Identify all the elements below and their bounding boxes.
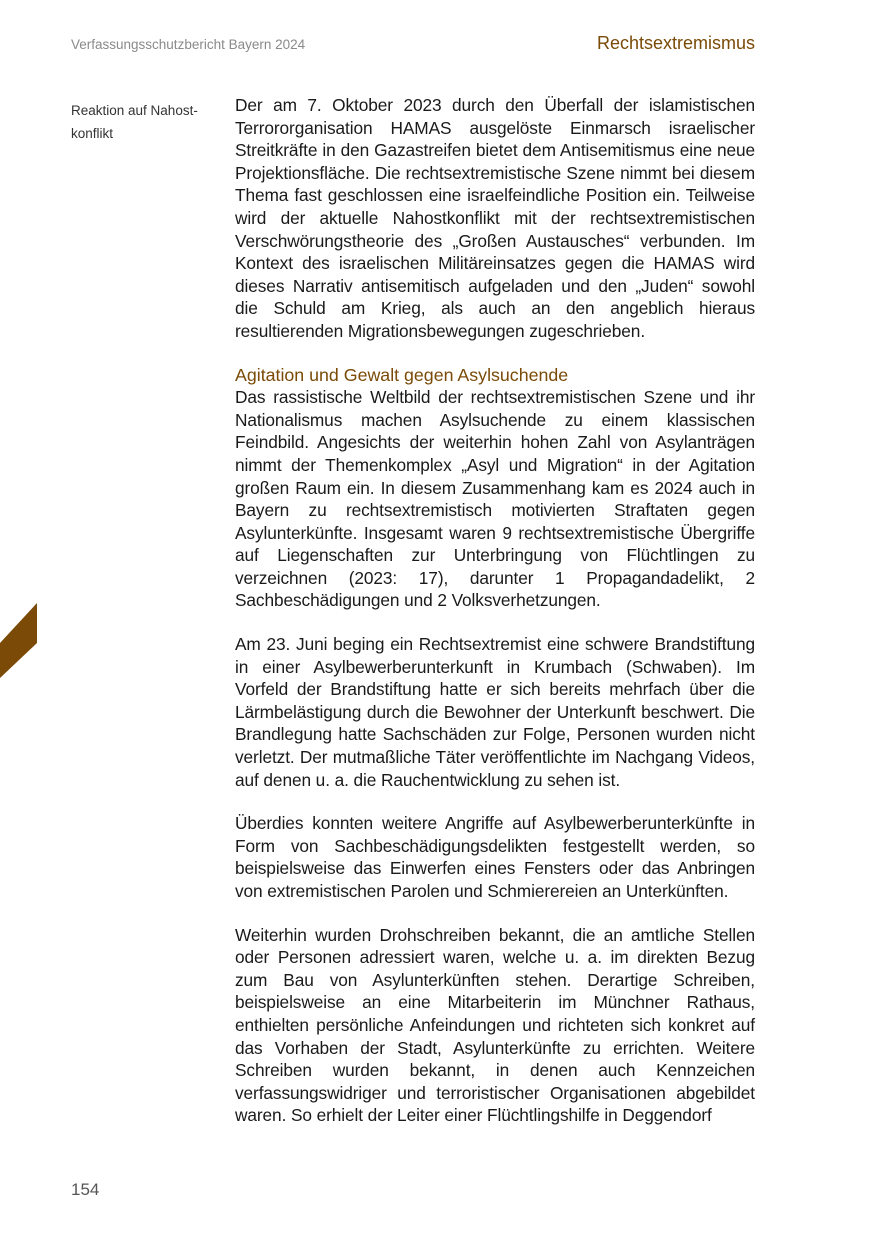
paragraph-nahost: Der am 7. Oktober 2023 durch den Überfall der islamistischen Terrororganisation HAMAS ausgelöste Einmarsch israelischer Streitkräfte in den Gazastreifen bietet dem Antisemitismus eine neue Projektionsfläche. Die rechtsextremistische Szene nimmt bei diesem Thema fast geschlossen eine israelfeindliche Position ein. Teilweise wird der aktuelle Nahostkonflikt mit der rechtsextremistischen Verschwörungstheorie des „Großen Austausches“ verbunden. Im Kontext des israelischen Militäreinsatzes gegen die HAMAS wird dieses Narrativ antisemitisch aufgeladen und den „Juden“ sowohl die Schuld am Krieg, als auch an den angeblich hieraus resultierenden Migrationsbewegungen zugeschrieben.: [235, 95, 755, 341]
paragraph-sachbeschaedigung: Überdies konnten weitere Angriffe auf Asylbewerberunterkünfte in Form von Sachbeschädigungsdelikten festgestellt werden, so beispielsweise das Einwerfen eines Fensters oder das Anbringen von extremistischen Parolen und Schmierereien an Unterkünften.: [235, 813, 755, 901]
margin-note: Reaktion auf Nahostkonflikt: [71, 103, 198, 141]
paragraph-asyl-intro: Das rassistische Weltbild der rechtsextremistischen Szene und ihr Nationalismus machen Asylsuchende zu einem klassischen Feindbild. Angesichts der weiterhin hohen Zahl von Asylanträgen nimmt der Themenkomplex „Asyl und Migration“ in der Agitation großen Raum ein. In diesem Zusammenhang kam es 2024 auch in Bayern zu rechtsextremistisch motivierten Straftaten gegen Asylunterkünfte. Insgesamt waren 9 rechtsextremistische Übergriffe auf Liegenschaften zur Unterbringung von Flüchtlingen zu verzeichnen (2023: 17), darunter 1 Propagandadelikt, 2 Sachbeschädigungen und 2 Volksverhetzungen.: [235, 387, 755, 611]
paragraph-drohschreiben: Weiterhin wurden Drohschreiben bekannt, die an amtliche Stellen oder Personen adressiert waren, welche u. a. im direkten Bezug zum Bau von Asylunterkünften stehen. Derartige Schreiben, beispielsweise an eine Mitarbeiterin im Münchner Rathaus, enthielten persönliche Anfeindungen und richteten sich konkret auf das Vorhaben der Stadt, Asylunterkünfte zu errichten. Weitere Schreiben wurden bekannt, in denen auch Kennzeichen verfassungswidriger und terroristischer Organisationen abgebildet waren. So erhielt der Leiter einer Flüchtlingshilfe in Deggendorf: [235, 924, 755, 1126]
chapter-edge-tab: [0, 603, 37, 678]
paragraph-krumbach: Am 23. Juni beging ein Rechtsextremist eine schwere Brandstiftung in einer Asylbewerberunterkunft in Krumbach (Schwaben). Im Vorfeld der Brandstiftung hatte er sich bereits mehrfach über die Lärmbelästigung durch die Bewohner der Unterkunft beschwert. Die Brandlegung hatte Sachschäden zur Folge, Personen wurden nicht verletzt. Der mutmaßliche Täter veröffentlichte im Nachgang Videos, auf denen u. a. die Rauchentwicklung zu sehen ist.: [235, 634, 755, 790]
chapter-edge-tab-shape: [0, 603, 37, 678]
page-number: 154: [71, 1180, 100, 1199]
running-header-chapter: Rechtsextremismus: [596, 33, 755, 53]
running-header-publication: Verfassungsschutzbericht Bayern 2024: [71, 37, 306, 52]
main-text-column: [235, 94, 755, 1127]
section-heading: Agitation und Gewalt gegen Asylsuchende: [235, 364, 569, 385]
